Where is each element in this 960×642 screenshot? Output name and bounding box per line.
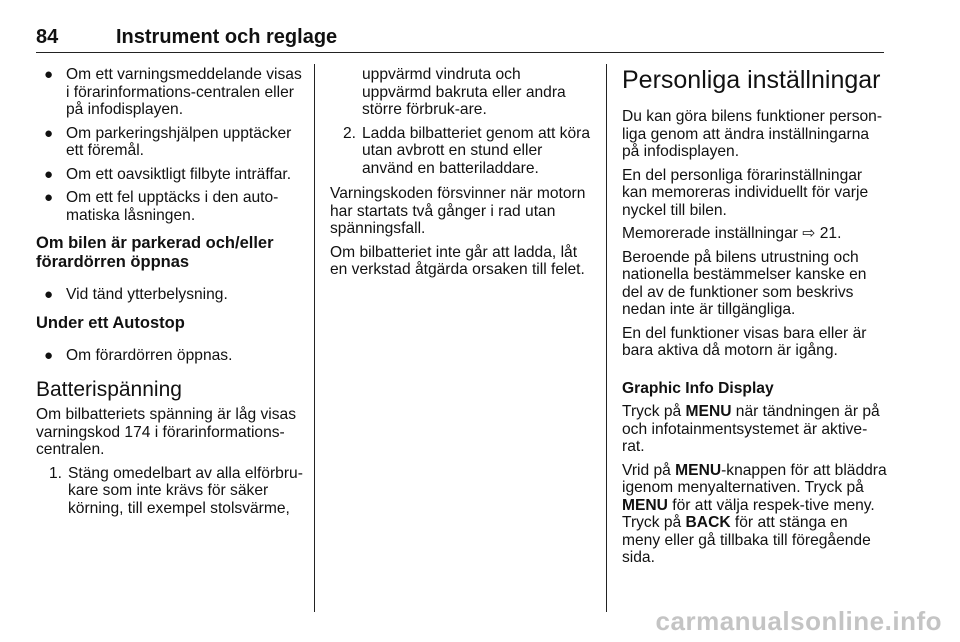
paragraph: Om bilbatteriet inte går att ladda, låt en verkstad åtgärda orsaken till felet.	[330, 243, 585, 278]
bullet-icon: ●	[44, 66, 54, 83]
bullet-icon: ●	[44, 189, 54, 206]
paragraph: Memorerade inställningar ⇨ 21.	[622, 225, 842, 242]
heading-autostop: Under ett Autostop	[36, 313, 185, 332]
battery-paragraph: Om bilbatteriets spänning är låg visas varningskod 174 i förarinformations-centralen.	[36, 406, 297, 458]
heading-personal-settings: Personliga inställningar	[622, 66, 881, 94]
bullet-icon: ●	[44, 346, 54, 364]
subheading-graphic-info-display: Graphic Info Display	[622, 379, 774, 397]
list-item: ● Om parkeringshjälpen upptäcker ett föremål.	[44, 124, 292, 159]
paragraph: Du kan göra bilens funktioner person-liga genom att ändra inställningarna på infodisplayen.	[622, 108, 883, 160]
paragraph: En del funktioner visas bara eller är bara aktiva då motorn är igång.	[622, 324, 867, 359]
column-2	[330, 66, 592, 285]
step-number: 1.	[48, 464, 62, 482]
watermark: carmanualsonline.info	[655, 606, 942, 636]
column-3	[622, 66, 888, 573]
paragraph: En del personliga förarinställningar kan memoreras individuellt för varje nyckel till bilen.	[622, 166, 869, 219]
menu-key-label: MENU	[622, 496, 668, 514]
paragraph: Tryck på MENU när tändningen är på och infotainmentsystemet är aktive-rat.	[622, 403, 880, 455]
parked-bullet-list	[36, 286, 304, 304]
list-item: ● Om ett oavsiktligt filbyte inträffar.	[44, 165, 292, 183]
chapter-title: Instrument och reglage	[116, 26, 338, 48]
step-item: 2. Ladda bilbatteriet genom att köra utan avbrott en stund eller använd en batteriladdare.	[330, 125, 592, 178]
list-item: ● Vid tänd ytterbelysning.	[44, 286, 228, 303]
warning-bullet-list	[36, 66, 304, 224]
bullet-icon: ●	[44, 165, 54, 183]
page-number: 84	[36, 26, 59, 48]
menu-key-label: MENU	[675, 461, 722, 479]
autostop-bullet-list	[36, 347, 304, 365]
page-reference-icon: ⇨	[802, 225, 816, 242]
page-header	[36, 26, 884, 52]
page-reference[interactable]: 21.	[819, 225, 842, 242]
column-1	[36, 66, 304, 525]
column-divider-1	[314, 64, 315, 612]
heading-parked: Om bilen är parkerad och/eller förardörren öppnas	[36, 234, 274, 271]
paragraph: Varningskoden försvinner när motorn har startats två gånger i rad utan spänningsfall.	[330, 185, 586, 237]
battery-steps	[36, 465, 304, 518]
list-item: ● Om ett varningsmeddelande visas i förarinformations-centralen eller på infodisplayen.	[44, 66, 302, 118]
bullet-icon: ●	[44, 124, 54, 142]
battery-steps-continued	[330, 66, 592, 177]
header-divider	[36, 52, 884, 53]
bullet-icon: ●	[44, 286, 54, 303]
back-key-label: BACK	[685, 514, 731, 531]
step-item: 1. Stäng omedelbart av alla elförbru-kare som inte krävs för säker körning, till exempel stolsvärme,	[36, 465, 304, 518]
menu-key-label: MENU	[685, 403, 732, 420]
heading-battery: Batterispänning	[36, 378, 182, 401]
step-item-continued: uppvärmd vindruta och uppvärmd bakruta eller andra större förbruk-are.	[362, 66, 566, 118]
list-item: ● Om förardörren öppnas.	[44, 346, 233, 364]
column-divider-2	[606, 64, 607, 612]
step-number: 2.	[342, 124, 356, 142]
list-item: ● Om ett fel upptäcks i den auto-matiska låsningen.	[44, 189, 279, 224]
paragraph: Vrid på MENU-knappen för att bläddra igenom menyalternativen. Tryck på MENU för att välja respek-tive meny. Tryck på BACK för att stänga en meny eller gå tillbaka till föregående sida.	[622, 461, 887, 566]
paragraph: Beroende på bilens utrustning och nationella bestämmelser kanske en del av de funktioner som beskrivs nedan inte är tillgängliga.	[622, 248, 867, 318]
